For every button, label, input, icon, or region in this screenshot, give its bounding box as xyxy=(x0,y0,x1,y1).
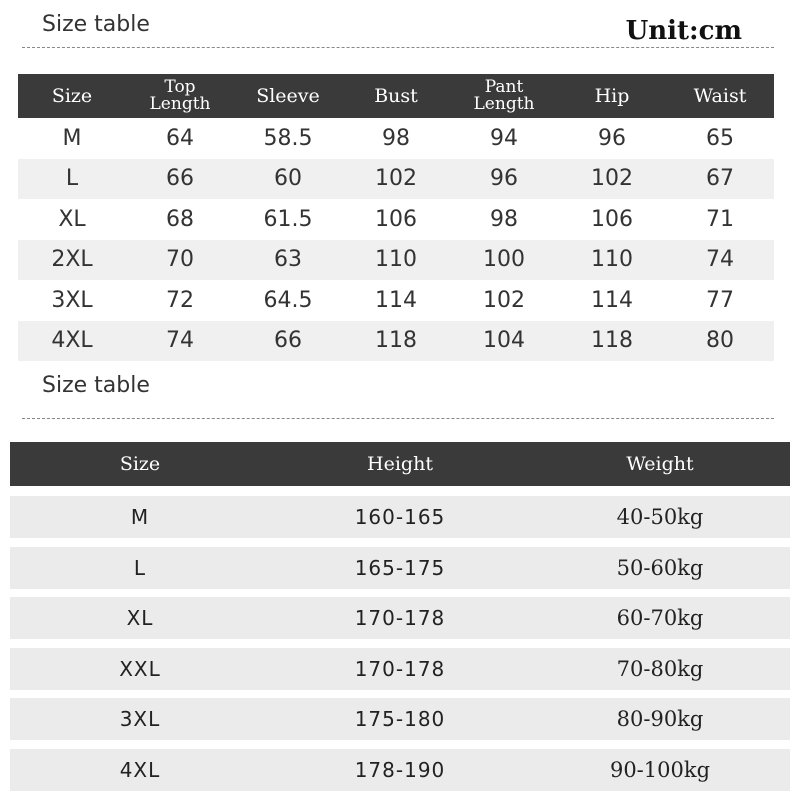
measurement-table xyxy=(18,74,774,361)
cell-size: M xyxy=(130,505,150,529)
height-weight-table xyxy=(10,442,790,791)
cell-bust: 118 xyxy=(375,328,417,354)
table-row xyxy=(18,118,774,159)
cell-bust: 102 xyxy=(375,166,417,192)
cell-sleeve: 63 xyxy=(274,247,302,273)
size-table-title-2: Size table xyxy=(42,373,150,398)
cell-bust: 98 xyxy=(382,125,410,151)
cell-size: XXL xyxy=(119,656,161,681)
table-row xyxy=(18,199,774,240)
cell-size: 4XL xyxy=(119,757,161,782)
header-size: Size xyxy=(119,453,161,475)
cell-waist: 67 xyxy=(706,166,734,192)
measurement-table-header xyxy=(18,74,774,118)
cell-pant-length: 104 xyxy=(483,328,525,354)
height-weight-table-header xyxy=(10,442,790,486)
cell-sleeve: 66 xyxy=(274,328,302,354)
cell-height: 170-178 xyxy=(354,606,446,631)
table-row xyxy=(18,280,774,321)
cell-waist: 80 xyxy=(706,328,734,354)
cell-hip: 114 xyxy=(591,287,633,313)
cell-size: 3XL xyxy=(51,287,93,313)
cell-top-length: 72 xyxy=(166,287,194,313)
table-row xyxy=(18,240,774,281)
unit-label: Unit:cm xyxy=(625,16,742,46)
table-row xyxy=(10,749,790,791)
cell-size: XL xyxy=(58,206,86,232)
header-top-length: Top Length xyxy=(149,77,211,114)
cell-size: 2XL xyxy=(51,247,93,273)
cell-pant-length: 96 xyxy=(490,166,518,192)
cell-top-length: 70 xyxy=(166,247,194,273)
cell-hip: 110 xyxy=(591,247,633,273)
header-waist: Waist xyxy=(693,85,747,107)
cell-bust: 110 xyxy=(375,247,417,273)
cell-waist: 65 xyxy=(706,125,734,151)
cell-pant-length: 98 xyxy=(490,206,518,232)
cell-top-length: 68 xyxy=(166,206,194,232)
cell-height: 160-165 xyxy=(354,505,446,529)
cell-size: M xyxy=(62,125,82,151)
cell-pant-length: 102 xyxy=(483,287,525,313)
cell-waist: 77 xyxy=(706,287,734,313)
table-row xyxy=(18,321,774,362)
cell-height: 178-190 xyxy=(354,757,446,782)
header-height: Height xyxy=(367,453,433,475)
cell-height: 165-175 xyxy=(354,555,446,580)
cell-sleeve: 58.5 xyxy=(263,125,313,151)
cell-size: XL xyxy=(126,606,154,631)
cell-weight: 60-70kg xyxy=(616,606,704,631)
cell-weight: 50-60kg xyxy=(616,555,704,580)
header-pant-length: Pant Length xyxy=(473,77,535,114)
cell-top-length: 66 xyxy=(166,166,194,192)
cell-size: 4XL xyxy=(51,328,93,354)
cell-hip: 118 xyxy=(591,328,633,354)
cell-waist: 74 xyxy=(706,247,734,273)
cell-height: 175-180 xyxy=(354,707,446,732)
table-row xyxy=(10,547,790,589)
table-row xyxy=(10,496,790,538)
cell-sleeve: 60 xyxy=(274,166,302,192)
cell-weight: 80-90kg xyxy=(616,707,704,732)
cell-bust: 106 xyxy=(375,206,417,232)
cell-weight: 90-100kg xyxy=(609,757,711,782)
dashed-divider xyxy=(22,418,774,419)
cell-pant-length: 100 xyxy=(483,247,525,273)
cell-bust: 114 xyxy=(375,287,417,313)
size-table-title: Size table xyxy=(42,12,150,37)
cell-size: L xyxy=(133,555,147,580)
cell-hip: 102 xyxy=(591,166,633,192)
cell-pant-length: 94 xyxy=(490,125,518,151)
cell-hip: 106 xyxy=(591,206,633,232)
header-bust: Bust xyxy=(374,85,418,107)
table-row xyxy=(10,698,790,740)
cell-top-length: 64 xyxy=(166,125,194,151)
cell-sleeve: 61.5 xyxy=(263,206,313,232)
cell-height: 170-178 xyxy=(354,656,446,681)
table-row xyxy=(10,597,790,639)
header-hip: Hip xyxy=(594,85,630,107)
table-row xyxy=(10,648,790,690)
cell-size: L xyxy=(65,166,79,192)
cell-weight: 40-50kg xyxy=(616,505,704,529)
dashed-divider xyxy=(22,47,774,48)
header-sleeve: Sleeve xyxy=(256,85,320,107)
cell-top-length: 74 xyxy=(166,328,194,354)
cell-weight: 70-80kg xyxy=(616,656,704,681)
cell-sleeve: 64.5 xyxy=(263,287,313,313)
header-weight: Weight xyxy=(626,453,694,475)
header-size: Size xyxy=(51,85,93,107)
table-row xyxy=(18,159,774,200)
cell-waist: 71 xyxy=(706,206,734,232)
cell-size: 3XL xyxy=(119,707,161,732)
cell-hip: 96 xyxy=(598,125,626,151)
